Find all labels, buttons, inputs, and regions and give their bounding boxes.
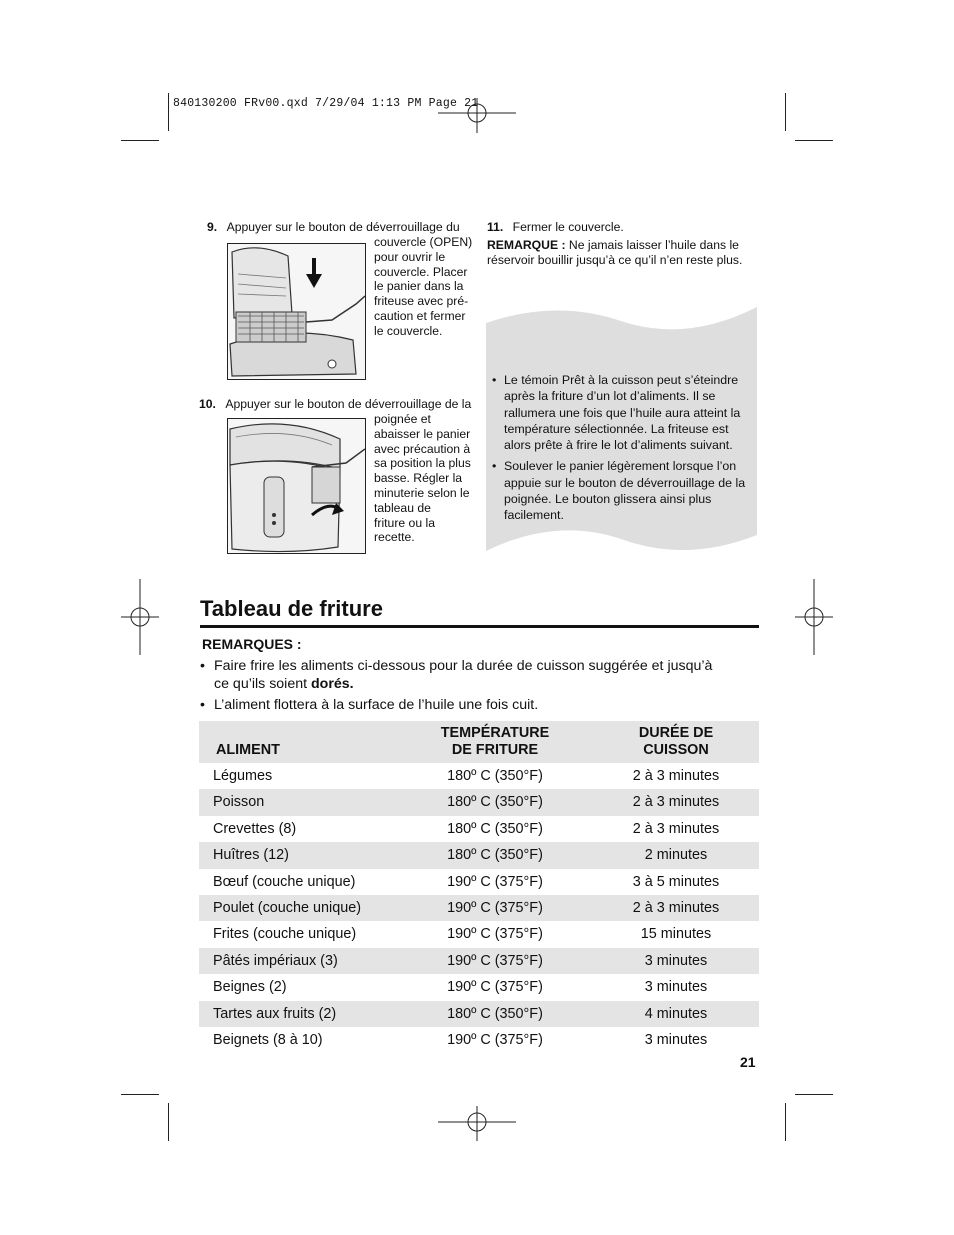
table-header — [199, 721, 759, 763]
step-10-line: recette. — [374, 530, 415, 545]
cell-duration: 3 minutes — [644, 1031, 708, 1048]
tip-line: température sélectionnée. La friteuse est — [504, 421, 729, 436]
cell-duration: 2 minutes — [644, 847, 708, 864]
cell-duration: 2 à 3 minutes — [632, 820, 720, 837]
step-10-first-line: Appuyer sur le bouton de déverrouillage de la — [225, 397, 472, 411]
step-11-text: Fermer le couvercle. — [512, 220, 624, 234]
title-rule — [200, 625, 759, 628]
table-body — [199, 763, 759, 1053]
cell-duration: 3 minutes — [644, 979, 708, 996]
cell-food: Huîtres (12) — [213, 847, 289, 864]
remark-line-1: Ne jamais laisser l’huile dans le — [565, 238, 739, 252]
cell-food: Pâtés impériaux (3) — [213, 952, 338, 969]
cell-food: Poulet (couche unique) — [213, 899, 362, 916]
fryer-basket-illustration — [227, 243, 366, 380]
cell-duration: 3 à 5 minutes — [632, 873, 720, 890]
step-9-line: friteuse avec pré- — [374, 294, 469, 309]
step-11-heading — [487, 220, 624, 235]
table-row — [199, 1027, 759, 1053]
cell-duration: 2 à 3 minutes — [632, 768, 720, 784]
remarks-label: REMARQUES : — [202, 636, 302, 652]
step-11-number: 11. — [487, 220, 504, 234]
step-9-first-line: Appuyer sur le bouton de déverrouillage du — [226, 220, 460, 234]
header-time-line: DURÉE DE — [638, 725, 714, 741]
cell-food: Beignes (2) — [213, 979, 287, 996]
step-10-line: friture ou la — [374, 515, 435, 530]
step-10-line: basse. Régler la — [374, 471, 463, 486]
cell-temperature: 190º C (375°F) — [447, 1031, 543, 1048]
page-number: 21 — [740, 1054, 756, 1070]
remark-item: • L’aliment flottera à la surface de l’huile une fois cuit. — [200, 697, 760, 715]
cell-duration: 2 à 3 minutes — [632, 899, 720, 916]
table-row — [199, 789, 759, 815]
table-row — [199, 974, 759, 1000]
header-food: ALIMENT — [216, 742, 280, 758]
cell-temperature: 190º C (375°F) — [447, 926, 543, 943]
cell-temperature: 180º C (350°F) — [447, 794, 543, 811]
cell-food: Beignets (8 à 10) — [213, 1031, 323, 1048]
table-row — [199, 921, 759, 947]
remark-text: ce qu’ils soient — [214, 675, 311, 692]
cell-duration: 15 minutes — [640, 926, 712, 943]
frying-table — [199, 721, 759, 1053]
step-10-body — [374, 412, 471, 545]
cell-food: Frites (couche unique) — [213, 926, 357, 943]
table-row — [199, 948, 759, 974]
table-row — [199, 763, 759, 789]
step-11-remark — [487, 238, 757, 268]
cell-duration: 2 à 3 minutes — [632, 794, 720, 811]
print-header: 840130200 FRv00.qxd 7/29/04 1:13 PM Page 21 — [173, 97, 479, 110]
cell-food: Tartes aux fruits (2) — [213, 1005, 337, 1022]
tip-line: • Le témoin Prêt à la cuisson peut s’éteindre — [504, 373, 739, 387]
cell-temperature: 180º C (350°F) — [447, 847, 543, 864]
tip-line: poignée. Le bouton glissera ainsi plus — [504, 492, 712, 507]
step-10-heading — [199, 397, 471, 412]
table-row — [199, 842, 759, 868]
cell-duration: 4 minutes — [644, 1005, 708, 1022]
tips-list — [492, 372, 750, 529]
cell-duration: 3 minutes — [644, 952, 708, 969]
tip-line: • Soulever le panier légèrement lorsque l’on — [504, 459, 737, 474]
step-10-line: tableau de — [374, 500, 431, 515]
cell-temperature: 190º C (375°F) — [447, 979, 543, 996]
tip-item — [492, 458, 750, 523]
header-duration — [591, 725, 761, 759]
cell-temperature: 190º C (375°F) — [447, 952, 543, 969]
tip-line: après la friture d’un lot d’aliments. Il se — [504, 389, 716, 404]
step-9-line: le panier dans la — [374, 279, 464, 294]
table-row — [199, 1001, 759, 1027]
step-9-line: caution et fermer — [374, 308, 466, 323]
step-9-line: couvercle (OPEN) — [374, 235, 473, 249]
tip-line: rallumera une fois que l’huile aura atteint la — [504, 405, 741, 420]
cell-food: Légumes — [213, 768, 273, 784]
tip-line: appuie sur le bouton de déverrouillage de la — [504, 475, 746, 490]
step-9-number: 9. — [207, 220, 218, 234]
cell-temperature: 180º C (350°F) — [447, 768, 543, 784]
header-time-line: CUISSON — [643, 742, 709, 758]
step-9-heading — [207, 220, 460, 235]
cell-food: Bœuf (couche unique) — [213, 873, 356, 890]
cell-temperature: 180º C (350°F) — [447, 1005, 543, 1022]
remark-line: • Faire frire les aliments ci-dessous pour la durée de cuisson suggérée et jusqu’à — [214, 658, 713, 674]
step-10-line: abaisser le panier — [374, 426, 471, 441]
header-temperature — [395, 725, 595, 759]
tip-line: alors prête à frire le lot d’aliments suivant. — [504, 438, 733, 453]
step-10-line: poignée et — [374, 412, 431, 426]
cell-temperature: 180º C (350°F) — [447, 820, 543, 837]
remark-item — [200, 658, 760, 693]
remark-line — [214, 676, 760, 694]
tip-item — [492, 372, 750, 453]
remark-bold: dorés. — [311, 675, 354, 692]
step-9-line: le couvercle. — [374, 323, 443, 338]
step-10-line: minuterie selon le — [374, 485, 470, 500]
remarks-list — [200, 658, 760, 719]
tip-line: facilement. — [504, 508, 564, 523]
step-10-line: avec précaution à — [374, 441, 471, 456]
step-9-line: pour ouvrir le — [374, 249, 446, 264]
section-title: Tableau de friture — [200, 596, 383, 621]
table-row — [199, 869, 759, 895]
remark-label: REMARQUE : — [487, 238, 566, 252]
cell-food: Crevettes (8) — [213, 820, 297, 837]
step-9-line: couvercle. Placer — [374, 264, 468, 279]
cell-food: Poisson — [213, 794, 265, 811]
fryer-handle-illustration — [227, 418, 366, 554]
header-temp-line: DE FRITURE — [451, 742, 539, 758]
remark-line-2: réservoir bouillir jusqu’à ce qu’il n’en reste plus. — [487, 252, 743, 267]
table-row — [199, 895, 759, 921]
table-row — [199, 816, 759, 842]
step-9-body — [374, 235, 472, 339]
cell-temperature: 190º C (375°F) — [447, 873, 543, 890]
step-10-number: 10. — [199, 397, 216, 411]
cell-temperature: 190º C (375°F) — [447, 899, 543, 916]
step-10-line: sa position la plus — [374, 456, 471, 471]
header-temp-line: TEMPÉRATURE — [440, 725, 550, 741]
